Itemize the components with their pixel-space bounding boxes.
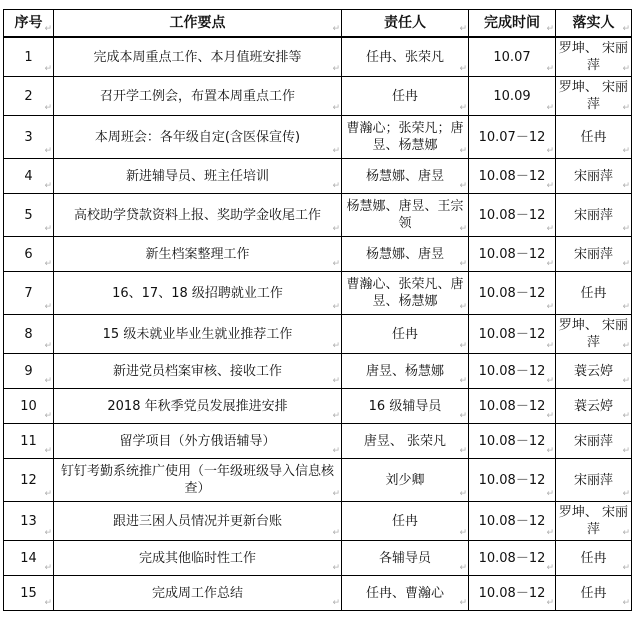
cell-owner	[342, 159, 469, 194]
cell-doer	[556, 424, 632, 459]
paragraph-mark: ↵	[44, 489, 52, 499]
paragraph-mark: ↵	[546, 376, 554, 386]
paragraph-mark: ↵	[546, 598, 554, 608]
doer-text: 宋丽萍	[573, 472, 613, 488]
cell-task	[54, 116, 342, 159]
cell-no	[4, 315, 54, 354]
header-no-label: 序号	[14, 14, 43, 31]
paragraph-mark: ↵	[44, 446, 52, 456]
cell-doer	[556, 315, 632, 354]
time-text: 10.08－12	[478, 285, 546, 301]
work-plan-table	[3, 9, 632, 611]
paragraph-mark: ↵	[459, 563, 467, 573]
paragraph-mark: ↵	[332, 341, 340, 351]
cell-time	[469, 576, 556, 611]
row-number: 10	[20, 398, 37, 414]
time-text: 10.08－12	[478, 207, 546, 223]
cell-no	[4, 77, 54, 116]
cell-no	[4, 37, 54, 77]
task-text: 钉钉考勤系统推广使用（一年级班级导入信息核查）	[60, 464, 334, 496]
paragraph-mark: ↵	[546, 446, 554, 456]
header-time	[469, 10, 556, 38]
task-text: 新进党员档案审核、接收工作	[112, 363, 282, 379]
paragraph-mark: ↵	[546, 341, 554, 351]
paragraph-mark: ↵	[622, 446, 630, 456]
paragraph-mark: ↵	[44, 302, 52, 312]
owner-text: 任冉、张荣凡	[365, 49, 444, 65]
doer-text: 宋丽萍	[573, 168, 613, 184]
paragraph-mark: ↵	[459, 103, 467, 113]
cell-doer	[556, 237, 632, 272]
task-text: 完成本周重点工作、本月值班安排等	[93, 49, 302, 65]
owner-text: 曹瀚心；张荣凡；唐昱、杨慧娜	[346, 121, 464, 153]
cell-time	[469, 354, 556, 389]
paragraph-mark: ↵	[622, 411, 630, 421]
cell-owner	[342, 237, 469, 272]
cell-task	[54, 389, 342, 424]
paragraph-mark: ↵	[622, 259, 630, 269]
table-row	[4, 541, 632, 576]
cell-no	[4, 272, 54, 315]
cell-time	[469, 389, 556, 424]
paragraph-mark: ↵	[332, 302, 340, 312]
cell-no	[4, 116, 54, 159]
header-owner-label: 责任人	[384, 14, 426, 31]
time-text: 10.08－12	[478, 168, 546, 184]
cell-no	[4, 424, 54, 459]
cell-task	[54, 77, 342, 116]
row-number: 12	[20, 472, 37, 488]
cell-task	[54, 459, 342, 502]
paragraph-mark: ↵	[332, 103, 340, 113]
table-row	[4, 272, 632, 315]
cell-time	[469, 315, 556, 354]
cell-doer	[556, 159, 632, 194]
cell-doer	[556, 502, 632, 541]
cell-owner	[342, 389, 469, 424]
table-row	[4, 116, 632, 159]
paragraph-mark: ↵	[546, 563, 554, 573]
paragraph-mark: ↵	[332, 563, 340, 573]
cell-no	[4, 502, 54, 541]
paragraph-mark: ↵	[44, 146, 52, 156]
paragraph-mark: ↵	[546, 103, 554, 113]
doer-text: 罗坤、 宋丽萍	[558, 80, 629, 112]
paragraph-mark: ↵	[459, 341, 467, 351]
doer-text: 宋丽萍	[573, 207, 613, 223]
paragraph-mark: ↵	[622, 598, 630, 608]
cell-owner	[342, 116, 469, 159]
table-row	[4, 424, 632, 459]
doer-text: 任冉	[580, 285, 607, 301]
doer-text: 罗坤、 宋丽萍	[558, 505, 629, 537]
paragraph-mark: ↵	[546, 24, 554, 34]
owner-text: 曹瀚心、张荣凡、唐昱、杨慧娜	[346, 277, 464, 309]
cell-doer	[556, 272, 632, 315]
paragraph-mark: ↵	[332, 446, 340, 456]
row-number: 11	[20, 433, 37, 449]
paragraph-mark: ↵	[459, 259, 467, 269]
row-number: 15	[20, 585, 37, 601]
task-text: 16、17、18 级招聘就业工作	[112, 285, 283, 301]
cell-no	[4, 354, 54, 389]
owner-text: 刘少卿	[385, 472, 425, 488]
cell-owner	[342, 37, 469, 77]
task-text: 本周班会：各年级自定(含医保宣传)	[94, 129, 301, 145]
header-doer-label: 落实人	[572, 14, 615, 31]
cell-time	[469, 194, 556, 237]
table-body	[4, 37, 632, 611]
owner-text: 杨慧娜、唐昱	[365, 246, 444, 262]
cell-time	[469, 237, 556, 272]
time-text: 10.08－12	[478, 513, 546, 529]
task-text: 留学项目（外方俄语辅导）	[119, 433, 276, 449]
owner-text: 任冉	[391, 513, 418, 529]
paragraph-mark: ↵	[332, 528, 340, 538]
cell-no	[4, 576, 54, 611]
cell-time	[469, 37, 556, 77]
cell-time	[469, 502, 556, 541]
task-text: 新进辅导员、班主任培训	[125, 168, 269, 184]
paragraph-mark: ↵	[44, 64, 52, 74]
task-text: 新生档案整理工作	[145, 246, 250, 262]
paragraph-mark: ↵	[459, 146, 467, 156]
cell-owner	[342, 424, 469, 459]
cell-owner	[342, 194, 469, 237]
paragraph-mark: ↵	[332, 489, 340, 499]
paragraph-mark: ↵	[546, 259, 554, 269]
paragraph-mark: ↵	[332, 411, 340, 421]
paragraph-mark: ↵	[622, 528, 630, 538]
table-row	[4, 37, 632, 77]
paragraph-mark: ↵	[44, 598, 52, 608]
table-row	[4, 389, 632, 424]
paragraph-mark: ↵	[459, 528, 467, 538]
time-text: 10.08－12	[478, 585, 546, 601]
row-number: 7	[24, 285, 33, 301]
owner-text: 各辅导员	[378, 550, 431, 566]
paragraph-mark: ↵	[459, 598, 467, 608]
task-text: 召开学工例会，布置本周重点工作	[99, 88, 295, 104]
doer-text: 任冉	[580, 585, 607, 601]
doer-text: 宋丽萍	[573, 433, 613, 449]
paragraph-mark: ↵	[459, 24, 467, 34]
doer-text: 任冉	[580, 129, 607, 145]
header-owner	[342, 10, 469, 38]
cell-task	[54, 502, 342, 541]
cell-no	[4, 459, 54, 502]
time-text: 10.07	[493, 49, 531, 65]
time-text: 10.08－12	[478, 433, 546, 449]
paragraph-mark: ↵	[546, 302, 554, 312]
row-number: 6	[24, 246, 33, 262]
cell-owner	[342, 541, 469, 576]
cell-task	[54, 354, 342, 389]
table-row	[4, 576, 632, 611]
paragraph-mark: ↵	[44, 103, 52, 113]
cell-owner	[342, 77, 469, 116]
cell-time	[469, 159, 556, 194]
paragraph-mark: ↵	[622, 224, 630, 234]
row-number: 1	[24, 49, 33, 65]
owner-text: 杨慧娜、唐昱	[365, 168, 444, 184]
cell-owner	[342, 576, 469, 611]
paragraph-mark: ↵	[332, 259, 340, 269]
paragraph-mark: ↵	[546, 489, 554, 499]
owner-text: 任冉	[391, 326, 418, 342]
doer-text: 宋丽萍	[573, 246, 613, 262]
cell-doer	[556, 459, 632, 502]
time-text: 10.08－12	[478, 550, 546, 566]
paragraph-mark: ↵	[44, 376, 52, 386]
paragraph-mark: ↵	[622, 146, 630, 156]
paragraph-mark: ↵	[622, 489, 630, 499]
cell-doer	[556, 37, 632, 77]
header-task-label: 工作要点	[169, 14, 226, 31]
header-time-label: 完成时间	[484, 14, 540, 31]
cell-doer	[556, 354, 632, 389]
paragraph-mark: ↵	[459, 302, 467, 312]
task-text: 跟进三困人员情况并更新台账	[112, 513, 282, 529]
cell-task	[54, 272, 342, 315]
time-text: 10.08－12	[478, 326, 546, 342]
cell-time	[469, 116, 556, 159]
doer-text: 蓑云婷	[573, 398, 613, 414]
row-number: 14	[20, 550, 37, 566]
doer-text: 罗坤、 宋丽萍	[558, 41, 629, 73]
paragraph-mark: ↵	[44, 528, 52, 538]
owner-text: 杨慧娜、唐昱、王宗领	[346, 199, 464, 231]
paragraph-mark: ↵	[332, 376, 340, 386]
row-number: 8	[24, 326, 33, 342]
cell-task	[54, 576, 342, 611]
cell-task	[54, 37, 342, 77]
table-row	[4, 354, 632, 389]
cell-task	[54, 237, 342, 272]
cell-doer	[556, 541, 632, 576]
cell-no	[4, 194, 54, 237]
paragraph-mark: ↵	[44, 259, 52, 269]
time-text: 10.08－12	[478, 398, 546, 414]
table-row	[4, 237, 632, 272]
paragraph-mark: ↵	[622, 376, 630, 386]
cell-time	[469, 77, 556, 116]
paragraph-mark: ↵	[622, 181, 630, 191]
paragraph-mark: ↵	[459, 489, 467, 499]
paragraph-mark: ↵	[44, 181, 52, 191]
task-text: 2018 年秋季党员发展推进安排	[107, 398, 288, 414]
paragraph-mark: ↵	[44, 24, 52, 34]
owner-text: 唐昱、 张荣凡	[363, 433, 447, 449]
paragraph-mark: ↵	[459, 376, 467, 386]
row-number: 5	[24, 207, 33, 223]
paragraph-mark: ↵	[546, 64, 554, 74]
time-text: 10.09	[493, 88, 531, 104]
cell-owner	[342, 459, 469, 502]
cell-no	[4, 237, 54, 272]
row-number: 2	[24, 88, 33, 104]
paragraph-mark: ↵	[622, 64, 630, 74]
cell-no	[4, 389, 54, 424]
owner-text: 唐昱、杨慧娜	[365, 363, 444, 379]
paragraph-mark: ↵	[44, 224, 52, 234]
time-text: 10.08－12	[478, 246, 546, 262]
cell-owner	[342, 272, 469, 315]
table-row	[4, 194, 632, 237]
row-number: 4	[24, 168, 33, 184]
table-row	[4, 159, 632, 194]
task-text: 完成其他临时性工作	[138, 550, 256, 566]
owner-text: 任冉、曹瀚心	[365, 585, 444, 601]
cell-doer	[556, 77, 632, 116]
paragraph-mark: ↵	[622, 302, 630, 312]
owner-text: 任冉	[391, 88, 418, 104]
paragraph-mark: ↵	[332, 24, 340, 34]
paragraph-mark: ↵	[546, 528, 554, 538]
header-row	[4, 10, 632, 38]
paragraph-mark: ↵	[44, 341, 52, 351]
paragraph-mark: ↵	[622, 24, 630, 34]
cell-owner	[342, 502, 469, 541]
cell-task	[54, 315, 342, 354]
paragraph-mark: ↵	[332, 224, 340, 234]
cell-time	[469, 459, 556, 502]
paragraph-mark: ↵	[459, 411, 467, 421]
paragraph-mark: ↵	[332, 146, 340, 156]
paragraph-mark: ↵	[622, 341, 630, 351]
paragraph-mark: ↵	[459, 181, 467, 191]
header-doer	[556, 10, 632, 38]
time-text: 10.08－12	[478, 363, 546, 379]
paragraph-mark: ↵	[546, 146, 554, 156]
header-task	[54, 10, 342, 38]
cell-task	[54, 159, 342, 194]
header-no	[4, 10, 54, 38]
cell-task	[54, 424, 342, 459]
owner-text: 16 级辅导员	[368, 398, 442, 414]
task-text: 完成周工作总结	[151, 585, 243, 601]
cell-time	[469, 272, 556, 315]
cell-doer	[556, 389, 632, 424]
paragraph-mark: ↵	[622, 103, 630, 113]
cell-no	[4, 541, 54, 576]
cell-task	[54, 194, 342, 237]
paragraph-mark: ↵	[459, 224, 467, 234]
cell-no	[4, 159, 54, 194]
paragraph-mark: ↵	[332, 598, 340, 608]
paragraph-mark: ↵	[332, 181, 340, 191]
paragraph-mark: ↵	[546, 224, 554, 234]
task-text: 15 级未就业毕业生就业推荐工作	[102, 326, 293, 342]
time-text: 10.07－12	[478, 129, 546, 145]
paragraph-mark: ↵	[332, 64, 340, 74]
paragraph-mark: ↵	[44, 563, 52, 573]
doer-text: 蓑云婷	[573, 363, 613, 379]
paragraph-mark: ↵	[459, 64, 467, 74]
paragraph-mark: ↵	[622, 563, 630, 573]
table-row	[4, 77, 632, 116]
paragraph-mark: ↵	[546, 181, 554, 191]
cell-owner	[342, 354, 469, 389]
row-number: 3	[24, 129, 33, 145]
paragraph-mark: ↵	[44, 411, 52, 421]
row-number: 13	[20, 513, 37, 529]
paragraph-mark: ↵	[546, 411, 554, 421]
cell-time	[469, 424, 556, 459]
cell-doer	[556, 576, 632, 611]
row-number: 9	[24, 363, 33, 379]
table-row	[4, 459, 632, 502]
time-text: 10.08－12	[478, 472, 546, 488]
task-text: 高校助学贷款资料上报、奖助学金收尾工作	[73, 207, 321, 223]
cell-doer	[556, 194, 632, 237]
cell-task	[54, 541, 342, 576]
cell-doer	[556, 116, 632, 159]
doer-text: 罗坤、 宋丽萍	[558, 318, 629, 350]
table-row	[4, 502, 632, 541]
paragraph-mark: ↵	[459, 446, 467, 456]
doer-text: 任冉	[580, 550, 607, 566]
table-row	[4, 315, 632, 354]
cell-time	[469, 541, 556, 576]
cell-owner	[342, 315, 469, 354]
